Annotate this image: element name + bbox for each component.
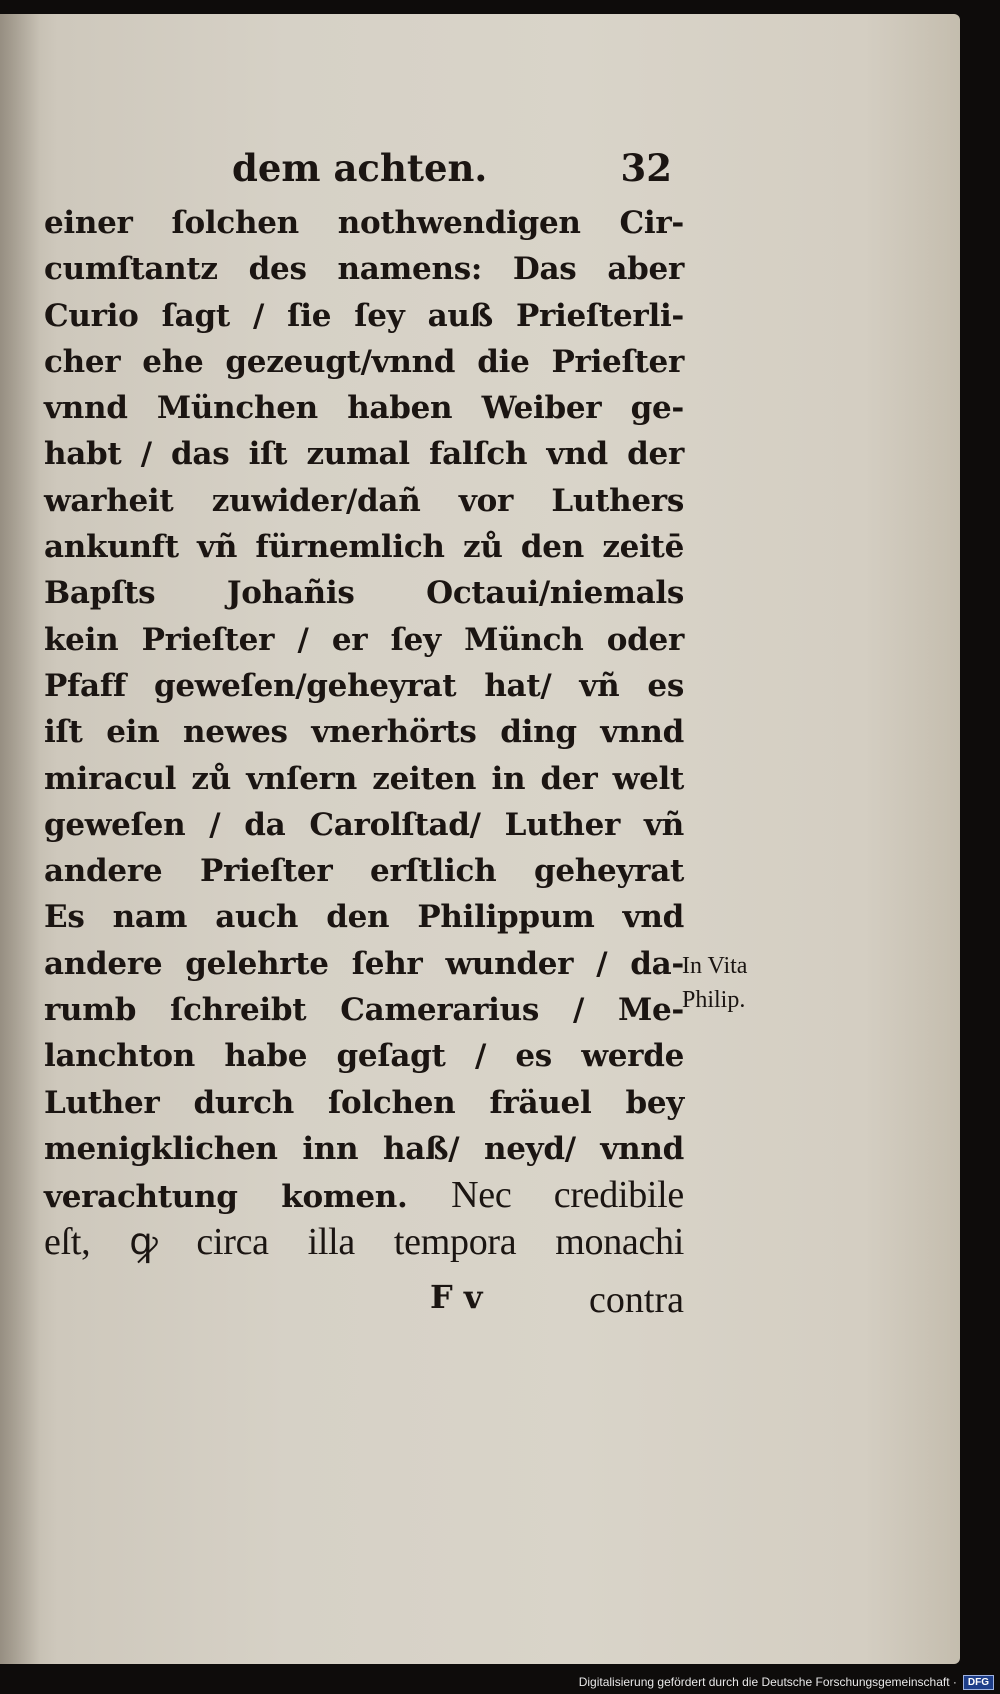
catchline: [430, 1278, 684, 1324]
text-line: lanchton habe geſagt / es werde: [44, 1038, 684, 1075]
text-line: Curio ſagt / ſie ſey auß Prieſterli-: [44, 297, 684, 334]
text-line: Pfaff geweſen/geheyrat hat/ vñ es: [44, 667, 684, 704]
text-line: andere gelehrte ſehr wunder / da-: [44, 945, 684, 982]
text-line: cumſtantz des namens: Das aber: [44, 251, 684, 288]
funding-credit: Digitalisierung gefördert durch die Deutsche Forschungsgemeinschaft ·: [578, 1675, 957, 1689]
text-line-mixed: [44, 1172, 684, 1218]
book-page: [0, 14, 960, 1664]
marginal-note: [682, 949, 792, 1017]
text-line: rumb ſchreibt Camerarius / Me-: [44, 992, 684, 1029]
body-text: [44, 200, 684, 1265]
marginal-note-line: Philip.: [682, 987, 746, 1013]
text-line: einer ſolchen nothwendigen Cir-: [44, 205, 684, 241]
marginal-note-line: In Vita: [682, 953, 748, 979]
latin-line: eſt, ꝙ circa illa tempora monachi: [44, 1220, 684, 1263]
text-line: kein Prieſter / er ſey Münch oder: [44, 621, 684, 658]
text-line: Es nam auch den Philippum vnd: [44, 899, 684, 936]
text-line: vnnd München haben Weiber ge-: [44, 390, 684, 427]
text-line: warheit zuwider/dañ vor Luthers: [44, 482, 684, 519]
text-line: andere Prieſter erſtlich geheyrat: [44, 853, 684, 890]
running-title: dem achten.: [232, 146, 488, 190]
signature-mark: F v: [430, 1278, 483, 1316]
text-line: Luther durch ſolchen fräuel bey: [44, 1084, 684, 1121]
text-line: Bapſts Johañis Octaui/niemals: [44, 575, 684, 612]
text-line: ankunft vñ fürnemlich zů den zeitē: [44, 529, 684, 566]
fraktur-segment: verachtung komen.: [44, 1179, 408, 1216]
catchword: contra: [589, 1279, 684, 1321]
digitization-footer: [579, 1670, 994, 1694]
dfg-logo: DFG: [963, 1675, 994, 1690]
text-line: geweſen / da Carolſtad/ Luther vñ: [44, 806, 684, 843]
page-header: [232, 142, 672, 192]
page-number: 32: [620, 146, 672, 190]
text-line: iſt ein newes vnerhörts ding vnnd: [44, 714, 684, 751]
latin-segment: Nec credibile: [451, 1174, 684, 1217]
text-line: miracul zů vnſern zeiten in der welt: [44, 760, 684, 797]
text-line: habt / das iſt zumal falſch vnd der: [44, 436, 684, 473]
text-line: cher ehe gezeugt/vnnd die Prieſter: [44, 343, 684, 380]
text-line: menigklichen inn haß/ neyd/ vnnd: [44, 1130, 684, 1167]
